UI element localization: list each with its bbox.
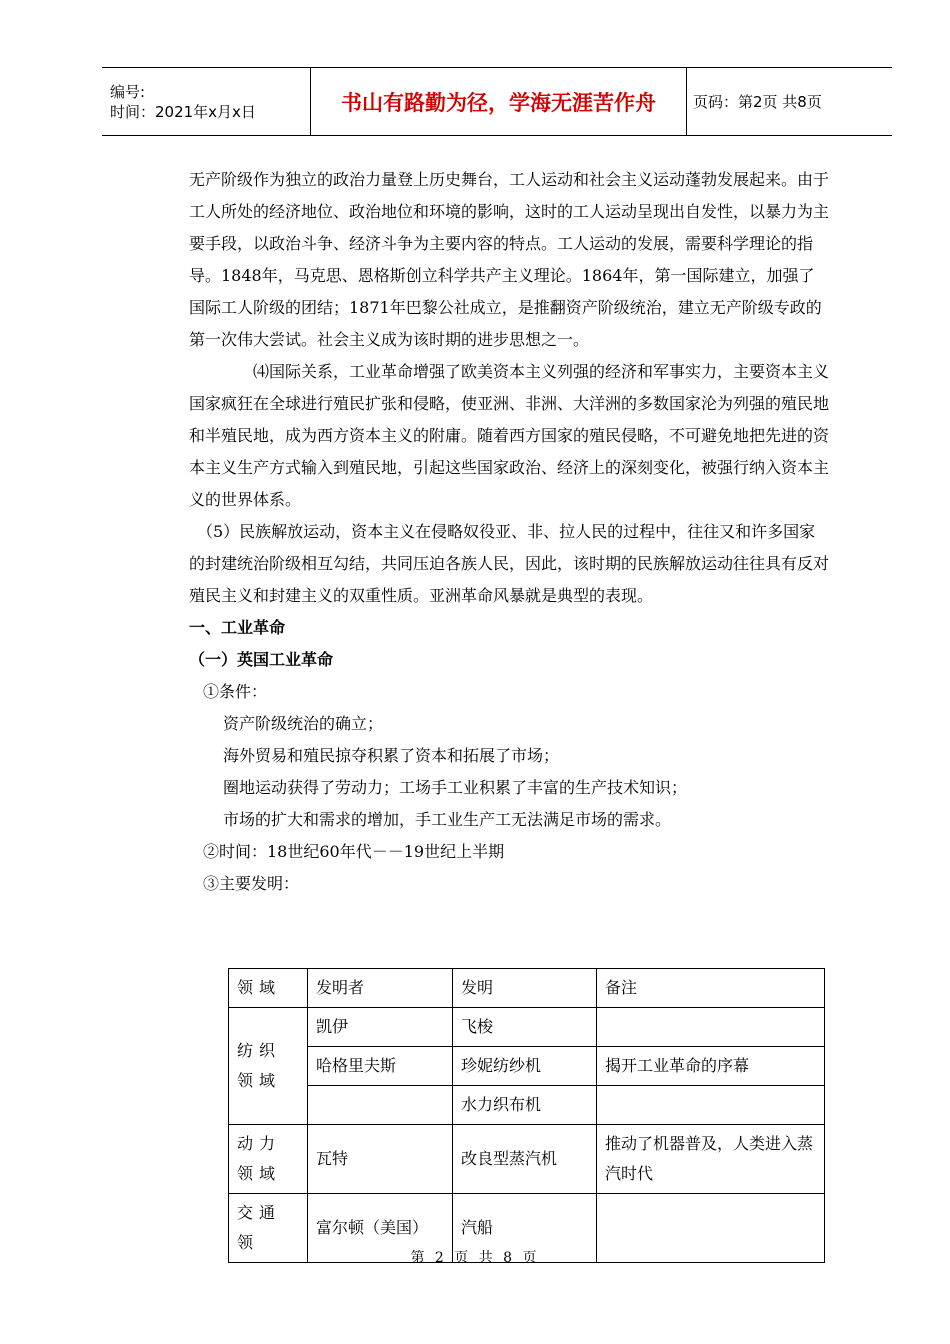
header-meta bbox=[102, 68, 311, 136]
condition-2: 海外贸易和殖民掠夺积累了资本和拓展了市场； bbox=[223, 746, 560, 765]
section-heading-1: 一、工业革命 bbox=[189, 618, 286, 637]
table-cell: 飞梭 bbox=[453, 1008, 597, 1047]
table-cell: 哈格里夫斯 bbox=[308, 1047, 453, 1086]
field-cell: 纺织领域 bbox=[229, 1008, 308, 1125]
condition-4: 市场的扩大和需求的增加，手工业生产工无法满足市场的需求。 bbox=[223, 810, 672, 829]
header-page-label: 页码：第2页 共8页 bbox=[687, 68, 893, 136]
table-header-row bbox=[229, 969, 825, 1008]
table-cell: 珍妮纺纱机 bbox=[453, 1047, 597, 1086]
time-line: ②时间：18世纪60年代－－19世纪上半期 bbox=[203, 842, 505, 861]
header-motto: 书山有路勤为径，学海无涯苦作舟 bbox=[311, 68, 687, 136]
conditions-label: ①条件： bbox=[203, 682, 268, 701]
document-body bbox=[189, 164, 829, 900]
page-header bbox=[102, 67, 892, 136]
table-header: 发明者 bbox=[308, 969, 453, 1008]
section-heading-2: （一）英国工业革命 bbox=[189, 650, 334, 669]
table-cell: 推动了机器普及，人类进入蒸汽时代 bbox=[597, 1125, 825, 1194]
table-row bbox=[229, 1125, 825, 1194]
table-cell: 富尔顿（美国） bbox=[308, 1194, 453, 1263]
table-cell bbox=[597, 1008, 825, 1047]
table-header: 备注 bbox=[597, 969, 825, 1008]
table-cell bbox=[308, 1086, 453, 1125]
paragraph-3: （5）民族解放运动，资本主义在侵略奴役亚、非、拉人民的过程中，往往又和许多国家的封建统治阶级相互勾结，共同压迫各族人民，因此，该时期的民族解放运动往往具有反对殖民主义和封建主义的双重性质。亚洲革命风暴就是典型的表现。 bbox=[189, 522, 830, 605]
page-footer: 第 2 页 共 8 页 bbox=[410, 1250, 540, 1266]
table-cell: 改良型蒸汽机 bbox=[453, 1125, 597, 1194]
table-header: 发明 bbox=[453, 969, 597, 1008]
paragraph-1: 无产阶级作为独立的政治力量登上历史舞台，工人运动和社会主义运动蓬勃发展起来。由于工人所处的经济地位、政治地位和环境的影响，这时的工人运动呈现出自发性，以暴力为主要手段，以政治斗争、经济斗争为主要内容的特点。工人运动的发展，需要科学理论的指导。1848年，马克思、恩格斯创立科学共产主义理论。1864年，第一国际建立，加强了国际工人阶级的团结；1871年巴黎公社成立，是推翻资产阶级统治，建立无产阶级专政的第一次伟大尝试。社会主义成为该时期的进步思想之一。 bbox=[189, 170, 830, 349]
number-label: 编号: bbox=[110, 82, 146, 101]
table-row bbox=[229, 1047, 825, 1086]
paragraph-2: ⑷国际关系，工业革命增强了欧美资本主义列强的经济和军事实力，主要资本主义国家疯狂在全球进行殖民扩张和侵略，使亚洲、非洲、大洋洲的多数国家沦为列强的殖民地和半殖民地，成为西方资本主义的附庸。随着西方国家的殖民侵略，不可避免地把先进的资本主义生产方式输入到殖民地，引起这些国家政治、经济上的深刻变化，被强行纳入资本主义的世界体系。 bbox=[189, 362, 830, 509]
condition-3: 圈地运动获得了劳动力；工场手工业积累了丰富的生产技术知识； bbox=[223, 778, 688, 797]
field-cell: 交通领 bbox=[229, 1194, 308, 1263]
time-label: 时间：2021年x月x日 bbox=[110, 102, 256, 121]
condition-1: 资产阶级统治的确立； bbox=[223, 714, 384, 733]
table-cell bbox=[597, 1086, 825, 1125]
table-cell: 汽船 bbox=[453, 1194, 597, 1263]
table-cell: 瓦特 bbox=[308, 1125, 453, 1194]
inventions-label: ③主要发明： bbox=[203, 874, 300, 893]
table-header: 领域 bbox=[229, 969, 308, 1008]
table-row bbox=[229, 1008, 825, 1047]
table-cell: 揭开工业革命的序幕 bbox=[597, 1047, 825, 1086]
inventions-table bbox=[228, 968, 825, 1263]
field-cell: 动力领域 bbox=[229, 1125, 308, 1194]
table-cell: 水力织布机 bbox=[453, 1086, 597, 1125]
table-cell: 凯伊 bbox=[308, 1008, 453, 1047]
table-row bbox=[229, 1086, 825, 1125]
